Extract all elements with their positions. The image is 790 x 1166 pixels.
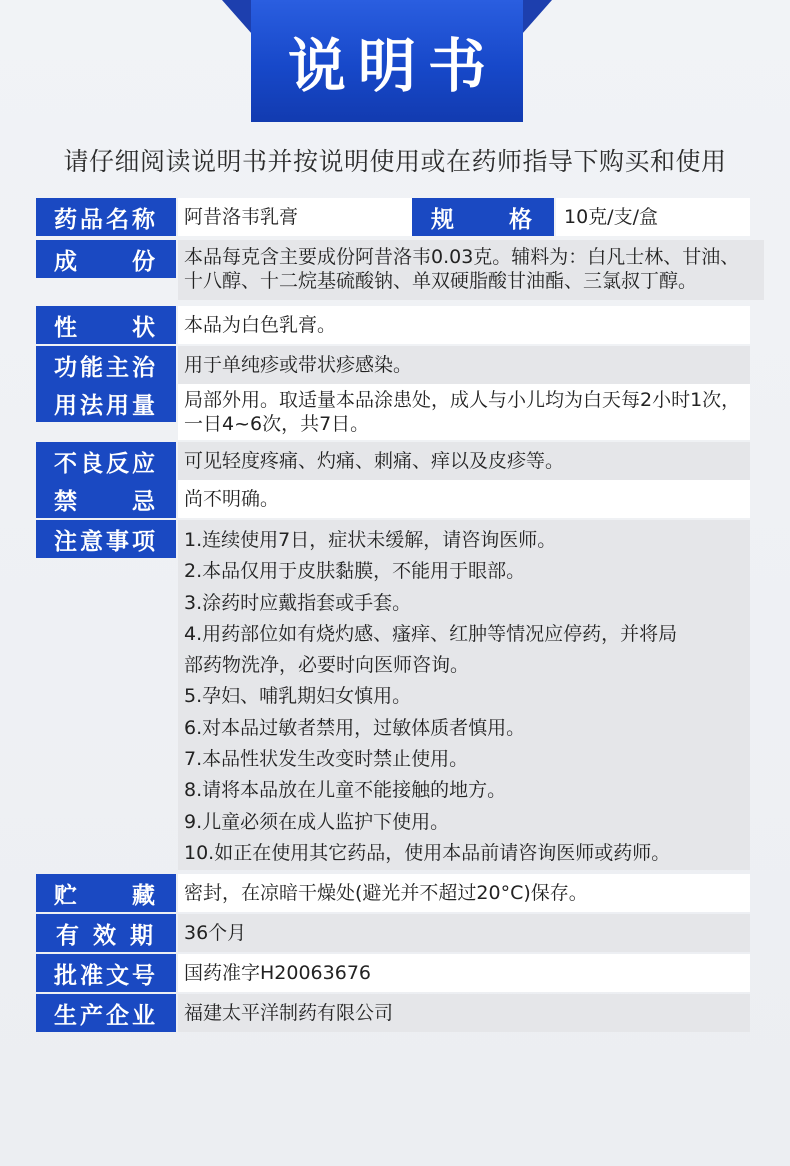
precaution-item: 3.涂药时应戴指套或手套。 [184,591,412,614]
label-indications: 功能主治 [36,346,176,384]
value-appearance: 本品为白色乳膏。 [178,306,750,344]
label-approval: 批准文号 [36,954,176,992]
value-storage: 密封，在凉暗干燥处(避光并不超过20°C)保存。 [178,874,750,912]
value-indications: 用于单纯疹或带状疹感染。 [178,346,750,384]
label-expiry: 有 效 期 [36,914,176,952]
row-approval [36,954,750,992]
label-ingredients: 成 份 [36,240,176,278]
row-contraindications [36,480,750,518]
row-precautions [36,520,750,870]
value-approval: 国药准字H20063676 [178,954,750,992]
value-dosage: 局部外用。取适量本品涂患处，成人与小儿均为白天每2小时1次，一日4~6次，共7日。 [178,384,750,440]
precaution-item: 4.用药部位如有烧灼感、瘙痒、红肿等情况应停药，并将局 [184,622,678,645]
label-appearance: 性 状 [36,306,176,344]
row-manufacturer [36,994,750,1032]
row-ingredients [36,240,750,300]
banner-wing-right [522,0,552,34]
row-name [36,198,750,236]
precaution-item: 5.孕妇、哺乳期妇女慎用。 [184,685,412,708]
row-indications [36,346,750,384]
banner-wing-left [222,0,252,34]
row-dosage [36,384,750,440]
label-storage: 贮 藏 [36,874,176,912]
label-adverse: 不良反应 [36,442,176,480]
label-spec: 规 格 [412,198,554,236]
precautions-list [178,520,750,870]
row-adverse [36,442,750,480]
header-banner [0,0,790,130]
value-manufacturer: 福建太平洋制药有限公司 [178,994,750,1032]
value-adverse: 可见轻度疼痛、灼痛、刺痛、痒以及皮疹等。 [178,442,750,480]
precaution-item: 2.本品仅用于皮肤黏膜，不能用于眼部。 [184,560,526,583]
title-banner [251,0,523,122]
precaution-item: 10.如正在使用其它药品，使用本品前请咨询医师或药师。 [184,841,671,864]
precaution-item: 8.请将本品放在儿童不能接触的地方。 [184,779,507,802]
value-contraindications: 尚不明确。 [178,480,750,518]
precaution-item: 1.连续使用7日，症状未缓解，请咨询医师。 [184,529,557,551]
value-spec: 10克/支/盒 [556,198,750,236]
value-expiry: 36个月 [178,914,750,952]
value-ingredients: 本品每克含主要成份阿昔洛韦0.03克。辅料为：白凡士林、甘油、十八醇、十二烷基硫酸钠、单双硬脂酸甘油酯、三氯叔丁醇。 [178,240,764,300]
page-title: 说明书 [287,32,498,100]
precaution-item: 9.儿童必须在成人监护下使用。 [184,810,450,833]
label-manufacturer: 生产企业 [36,994,176,1032]
precaution-item: 6.对本品过敏者禁用，过敏体质者慎用。 [184,716,526,739]
row-appearance [36,306,750,344]
label-name: 药品名称 [36,198,176,236]
row-expiry [36,914,750,952]
precaution-item: 7.本品性状发生改变时禁止使用。 [184,748,469,771]
row-storage [36,874,750,912]
page-subtitle: 请仔细阅读说明书并按说明使用或在药师指导下购买和使用 [63,147,727,176]
precaution-item: 部药物洗净，必要时向医师咨询。 [184,654,470,677]
label-precautions: 注意事项 [36,520,176,558]
label-contraindications: 禁 忌 [36,480,176,518]
label-dosage: 用法用量 [36,384,176,422]
value-name: 阿昔洛韦乳膏 [178,198,554,236]
